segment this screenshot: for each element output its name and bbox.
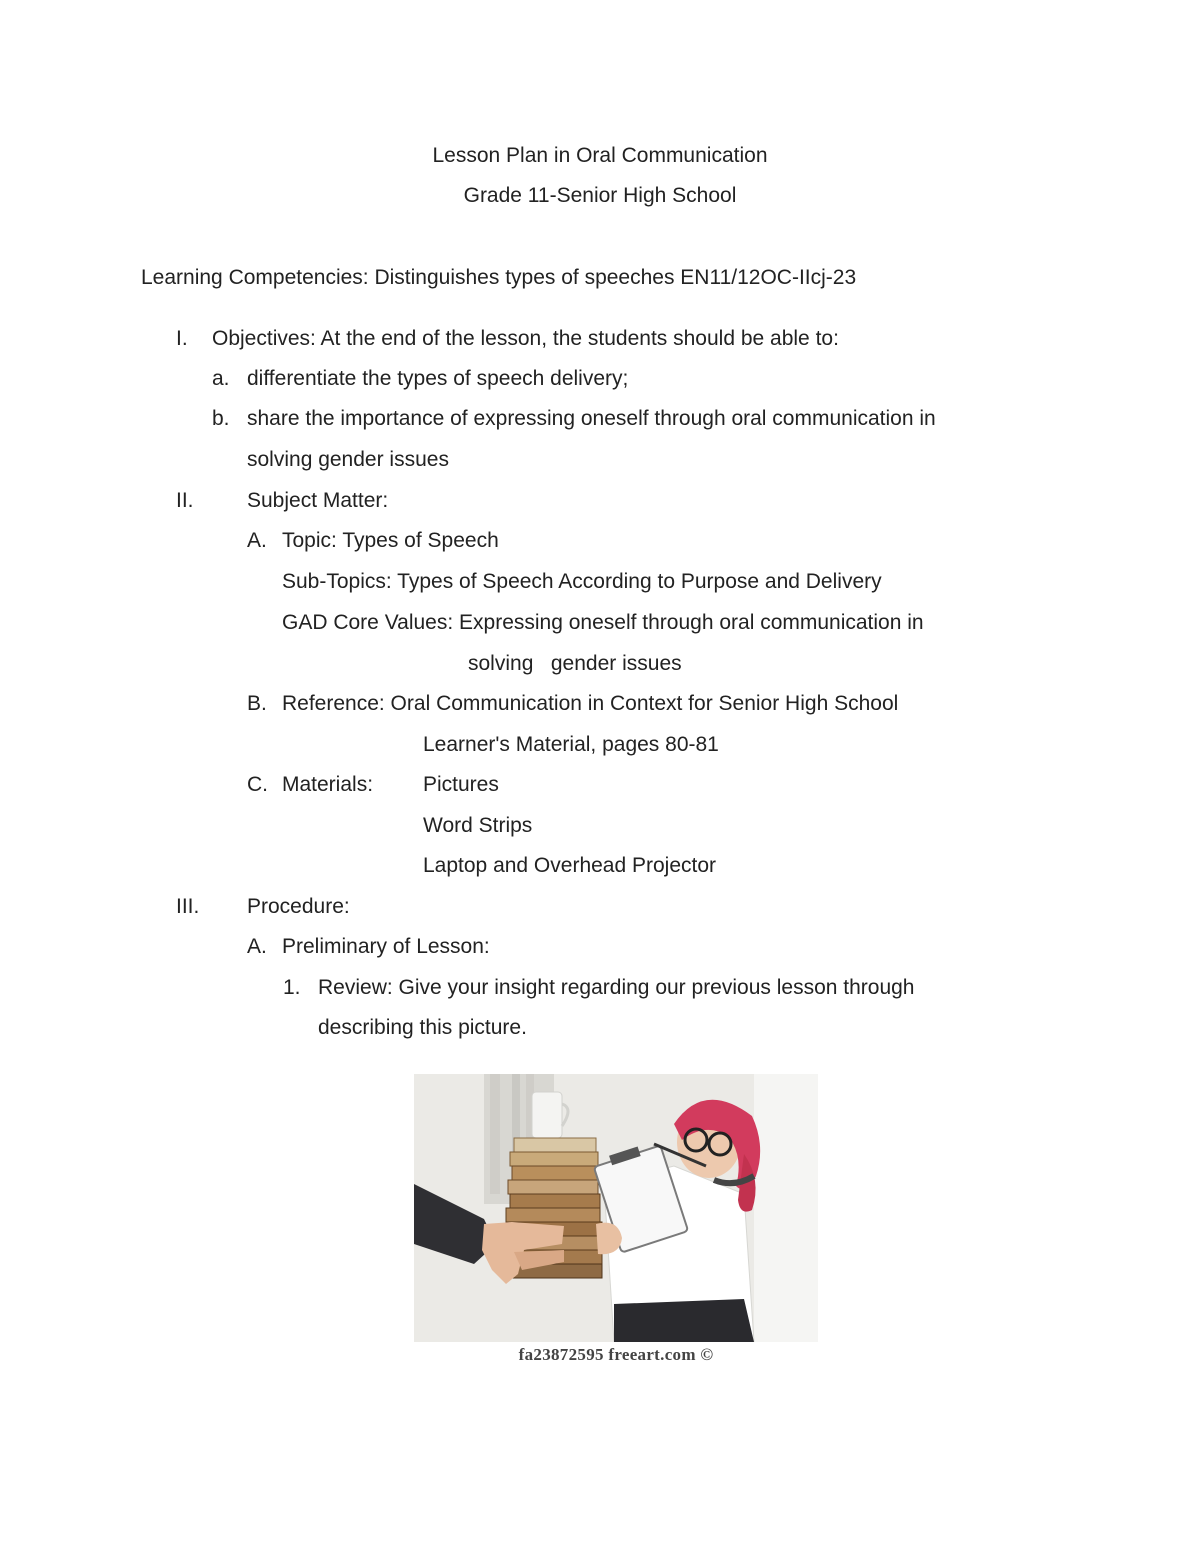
preliminary-text: Preliminary of Lesson: xyxy=(282,935,490,958)
picture-caption: fa23872595 freeart.com © xyxy=(518,1345,714,1364)
review-continuation: describing this picture. xyxy=(318,1016,527,1039)
materials-label: Materials: xyxy=(282,773,374,796)
review-picture xyxy=(414,1074,818,1342)
objective-marker-a: a. xyxy=(212,367,230,390)
objective-item-b: share the importance of expressing oneself through oral communication in xyxy=(247,407,936,430)
objective-item-b-continuation: solving gender issues xyxy=(247,448,449,471)
objective-item-a: differentiate the types of speech delivery; xyxy=(247,367,629,390)
document-subtitle: Grade 11-Senior High School xyxy=(463,184,737,207)
objective-marker-b: b. xyxy=(212,407,230,430)
materials-item: Laptop and Overhead Projector xyxy=(423,854,717,877)
document-title: Lesson Plan in Oral Communication xyxy=(432,144,768,167)
reference-marker: B. xyxy=(247,692,267,715)
subject-matter-heading: Subject Matter: xyxy=(247,489,389,512)
materials-marker: C. xyxy=(247,773,268,796)
section-numeral-objectives: I. xyxy=(176,327,188,350)
subtopics-text: Sub-Topics: Types of Speech According to Purpose and Delivery xyxy=(282,570,882,593)
topic-marker: A. xyxy=(247,529,267,552)
section-numeral-subject-matter: II. xyxy=(176,489,194,512)
materials-item: Pictures xyxy=(423,773,499,796)
review-marker: 1. xyxy=(283,976,301,999)
review-text: Review: Give your insight regarding our previous lesson through xyxy=(318,976,915,999)
section-numeral-procedure: III. xyxy=(176,895,200,918)
procedure-heading: Procedure: xyxy=(247,895,350,918)
gad-core-values-continuation: solving gender issues xyxy=(468,652,682,675)
topic-text: Topic: Types of Speech xyxy=(282,529,499,552)
learning-competencies: Learning Competencies: Distinguishes types of speeches EN11/12OC-IIcj-23 xyxy=(141,266,857,289)
materials-item: Word Strips xyxy=(423,814,533,837)
preliminary-marker: A. xyxy=(247,935,267,958)
objectives-heading: Objectives: At the end of the lesson, the students should be able to: xyxy=(212,327,839,350)
reference-continuation: Learner's Material, pages 80-81 xyxy=(423,733,719,756)
gad-core-values: GAD Core Values: Expressing oneself through oral communication in xyxy=(282,611,924,634)
reference-text: Reference: Oral Communication in Context for Senior High School xyxy=(282,692,899,715)
